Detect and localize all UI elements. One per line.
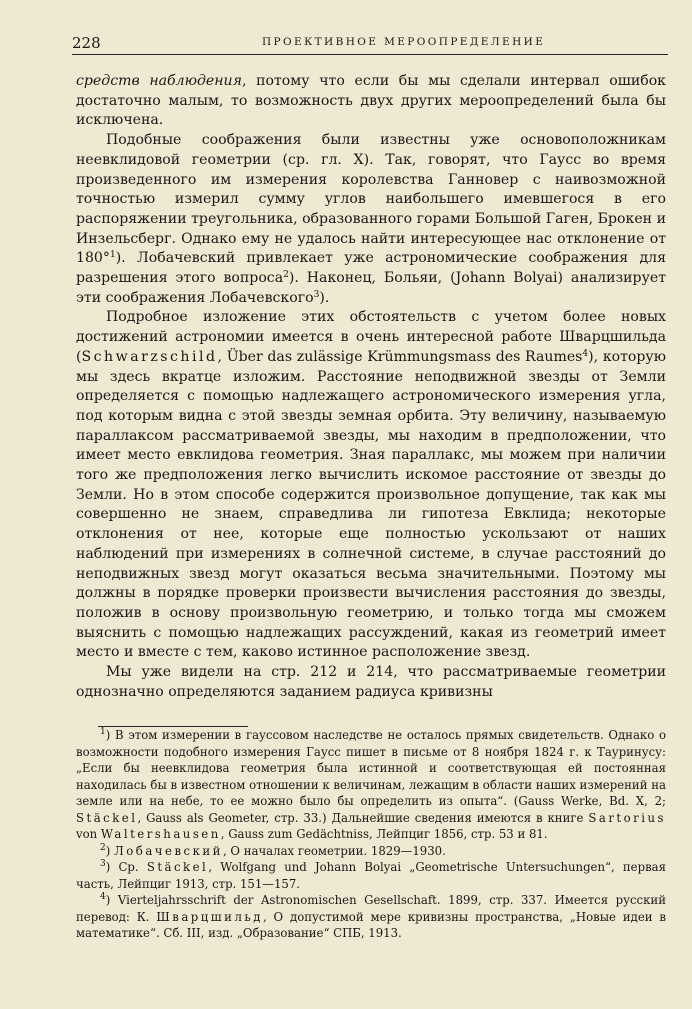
page-header [72, 34, 668, 55]
footnote-text: , Gauss als Geometer, стр. 33.) Дальнейшие сведения имеются в книге [137, 810, 589, 825]
paragraph-text: ). [319, 289, 330, 306]
author-name: Шварцшильд [156, 909, 263, 924]
paragraph-2 [76, 131, 666, 308]
footnote-text: ) Vierteljahrsschrift der Astronomischen Gesellschaft. 1899, стр. 337. Имеется русский перевод: К. [76, 893, 666, 924]
author-name: Sartorius [588, 810, 666, 825]
footnote-2 [76, 843, 666, 860]
footnote-text: ) В этом измерении в гауссовом наследстве не осталось прямых свидетельств. Однако о возможности подобного измерения Гаусс пишет в письме от 8 ноября 1824 г. к Тауринусу: „Если бы неевклидова геометрия была истинной и соответствующая ей постоянная находилась бы в известном отношении к величинам, лежащим в области наших измерений на земле или на небе, то ее можно было бы определить из опыта“. (Gauss Werke, Bd. X, 2; [76, 728, 666, 808]
footnote-ref[interactable]: 2 [283, 270, 289, 281]
footnote-text: , Wolfgang und Johann Bolyai „Geometrische Untersuchungen“, первая часть, Лейпциг 1913, стр. 151—157. [76, 860, 666, 891]
paragraph-1 [76, 72, 666, 131]
footnote-ref[interactable]: 3 [313, 289, 320, 300]
footnote-3 [76, 859, 666, 892]
paragraph-text: Подробное изложение этих обстоятельств с учетом более новых достижений астрономии имеется в очень интересной работе Шварцшильда ( [76, 309, 666, 365]
paragraph-text: ). Лобачевский привлекает уже астрономические соображения для разрешения этого вопроса [76, 250, 666, 287]
author-name: Stäckel [146, 860, 209, 874]
footnote-text: ) [105, 843, 115, 858]
paragraph-4: Мы уже видели на стр. 212 и 214, что рассматриваемые геометрии однозначно определяются заданием радиуса кривизны [76, 664, 666, 700]
paragraph-text: ). Наконец, Больяи, (Johann Bolyai) анализирует эти соображения Лобачевского [76, 270, 666, 306]
footnote-text: von [76, 827, 101, 841]
author-name: Лобачевский [114, 843, 223, 858]
footnote-number: 3 [100, 859, 106, 869]
paragraph-text: Подобные соображения были известны уже основоположникам неевклидовой геометрии (ср. гл. X). Так, говорят, что Гаусс во время произведенного им измерения королевства Ганновер с наивозможной точностью измерил сумму углов наибольшего имевшегося в его распоряжении треугольника, образованного горами Большой Гаген, Брокен и Инзельсберг. Однако ему не удалось найти интересующее нас отклонение от 180° [76, 132, 666, 267]
paragraph-text: , Über das zulässige Krümmungsmass des Raumes [217, 348, 583, 365]
footnote-1 [76, 727, 666, 843]
footnote-text: ) Ср. [105, 860, 147, 874]
running-title: ПРОЕКТИВНОЕ МЕРООПРЕДЕЛЕНИЕ [262, 36, 546, 48]
footnote-4 [76, 892, 666, 942]
author-name: Stäckel [76, 810, 138, 825]
footnote-text: , Gauss zum Gedächtniss, Лейпциг 1856, стр. 53 и 81. [220, 827, 548, 841]
paragraph-text: , потому что если бы мы сделали интервал ошибок достаточно малым, то возможность двух других мероопределений была бы исключена. [76, 73, 666, 129]
footnote-text: , О допустимой мере кривизны пространства, „Новые идеи в математике“. Сб. III, изд. „Образование“ СПБ, 1913. [76, 909, 666, 940]
footnote-ref[interactable]: 1 [109, 250, 116, 261]
footnote-ref[interactable]: 4 [582, 348, 589, 359]
paragraph-3 [76, 308, 666, 663]
footnote-number: 1 [100, 727, 106, 737]
footnote-number: 4 [100, 892, 106, 902]
footnote-number: 2 [100, 842, 106, 853]
page-number: 228 [72, 34, 101, 52]
body-text [76, 72, 666, 703]
footnote-text: , О началах геометрии. 1829—1930. [222, 843, 446, 858]
paragraph-text: ), которую мы здесь вкратце изложим. Расстояние неподвижной звезды от Земли определяется с помощью надлежащего астрономического измерения угла, под которым видна с этой звезды земная орбита. Эту величину, называемую параллаксом рассматриваемой звезды, мы находим в предположении, что имеет место евклидова геометрия. Зная параллакс, мы можем при наличии того же предположения легко вычислить искомое расстояние от звезды до Земли. Но в этом способе содержится произвольное допущение, так как мы совершенно не знаем, справедлива ли гипотеза Евклида; некоторые отклонения от нее, которые еще полностью ускользают от наших наблюдений при измерениях в солнечной системе, в случае расстояний до неподвижных звезд могут оказаться весьма значительными. Поэтому мы должны в порядке проверки произвести вычисления расстояния до звезды, положив в основу произвольную геометрию, и только тогда мы сможем выяснить с помощью надлежащих рассуждений, какая из геометрий имеет место и вместе с тем, каково истинное расположение звезд. [76, 348, 666, 661]
author-name: Schwarzschild [81, 348, 218, 365]
author-name: Waltershausen [100, 827, 221, 841]
italic-lead: средств наблюдения [76, 73, 242, 89]
footnotes [76, 727, 666, 942]
